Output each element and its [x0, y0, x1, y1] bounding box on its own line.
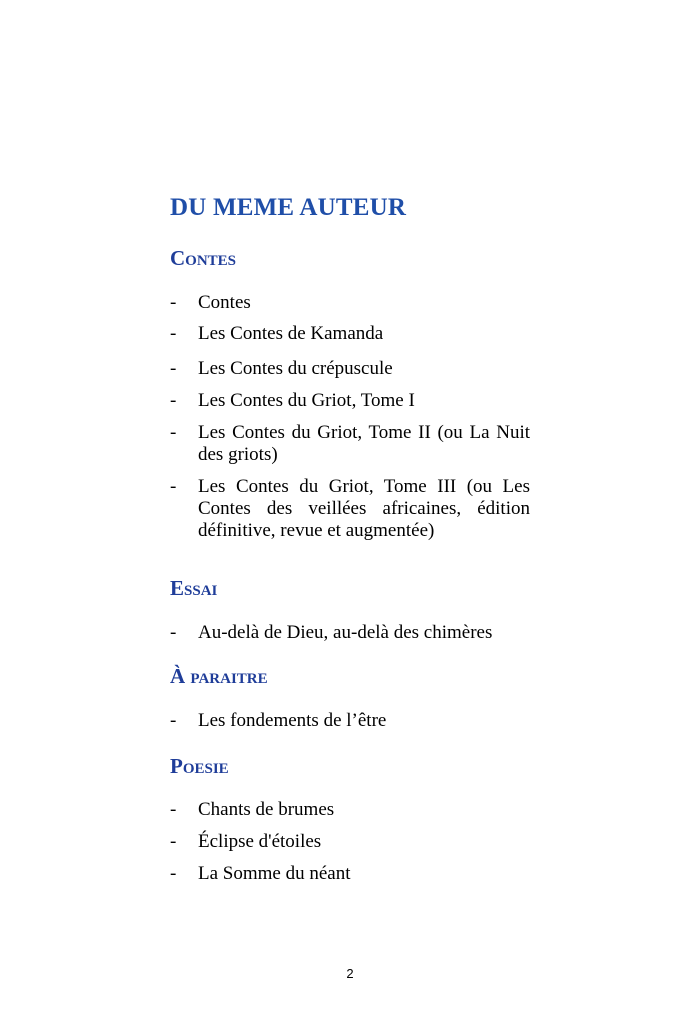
list-essai — [170, 622, 530, 644]
bullet-dash: - — [170, 799, 177, 820]
list-item — [170, 323, 530, 345]
page-title: DU MEME AUTEUR — [170, 194, 407, 221]
list-item — [170, 799, 530, 821]
list-item-text: Chants de brumes — [198, 799, 335, 820]
bullet-dash: - — [170, 622, 177, 643]
list-item-text: Les Contes du Griot, Tome I — [198, 390, 415, 411]
section-heading-essai: Essai — [170, 576, 218, 600]
list-item-text: Les Contes de Kamanda — [198, 323, 384, 344]
section-heading-contes: Contes — [170, 246, 237, 270]
list-item — [170, 390, 530, 412]
list-item — [170, 863, 530, 885]
section-heading-poesie: Poesie — [170, 754, 229, 778]
list-item — [170, 422, 530, 466]
list-item — [170, 622, 530, 644]
list-item-text: Au-delà de Dieu, au-delà des chimères — [198, 622, 493, 643]
bullet-dash: - — [170, 358, 177, 379]
bullet-dash: - — [170, 863, 177, 884]
bullet-dash: - — [170, 292, 177, 313]
list-item — [170, 831, 530, 853]
list-item — [170, 476, 530, 542]
bullet-dash: - — [170, 422, 177, 443]
list-item-text: Éclipse d'étoiles — [198, 831, 322, 852]
list-item — [170, 292, 530, 314]
bullet-dash: - — [170, 323, 177, 344]
list-a-paraitre — [170, 710, 530, 732]
bullet-dash: - — [170, 476, 177, 497]
list-item — [170, 358, 530, 380]
list-item-text: Les Contes du Griot, Tome III (ou Les Contes des veillées africaines, édition définitive, revue et augmentée) — [198, 476, 530, 541]
list-item-text: Les Contes du crépuscule — [198, 358, 393, 379]
bullet-dash: - — [170, 831, 177, 852]
section-heading-a-paraitre: À paraitre — [170, 664, 268, 688]
bullet-dash: - — [170, 710, 177, 731]
list-item — [170, 710, 530, 732]
list-poesie — [170, 799, 530, 885]
list-item-text: La Somme du néant — [198, 863, 351, 884]
page-number: 2 — [346, 966, 354, 981]
list-item-text: Les fondements de l’être — [198, 710, 387, 731]
list-item-text: Contes — [198, 292, 251, 313]
list-item-text: Les Contes du Griot, Tome II (ou La Nuit des griots) — [198, 422, 530, 465]
bullet-dash: - — [170, 390, 177, 411]
list-contes — [170, 292, 530, 542]
